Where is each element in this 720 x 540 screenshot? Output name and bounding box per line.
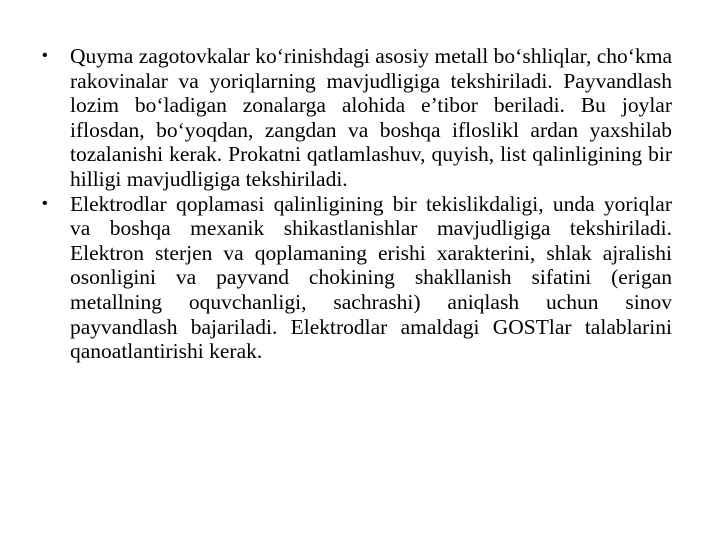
bullet-list [42,44,672,364]
bullet-item-electrodes [42,192,672,364]
bullet-icon: • [42,194,48,212]
bullet-icon: • [42,47,48,64]
bullet-text: Elektrodlar qoplamasi qalinligining bir tekislikdaligi, unda yoriqlar va boshqa mexanik shikastlanishlar mavjudligiga tekshiriladi. Elektron sterjen va qoplamaning erishi xarakterini, shlak ajralishi osonligini va payvand chokining shakllanish sifatini (erigan metallning oquvchanligi, sachrashi) aniqlash uchun sinov payvandlash bajariladi. Elektrodlar amaldagi GOSTlar talablarini qanoatlantirishi kerak. [70,191,672,364]
bullet-item-castings [42,44,672,192]
bullet-text: Quyma zagotovkalar ko‘rinishdagi asosiy metall bo‘shliqlar, cho‘kma rakovinalar va yoriqlarning mavjudligiga tekshiriladi. Payvandlash lozim bo‘ladigan zonalarga alohida e’tibor beriladi. Bu joylar iflosdan, bo‘yoqdan, zangdan va boshqa ifloslikl ardan yaxshilab tozalanishi kerak. Prokatni qatlamlashuv, quyish, list qalinligining bir hilligi mavjudligiga tekshiriladi. [70,44,672,191]
